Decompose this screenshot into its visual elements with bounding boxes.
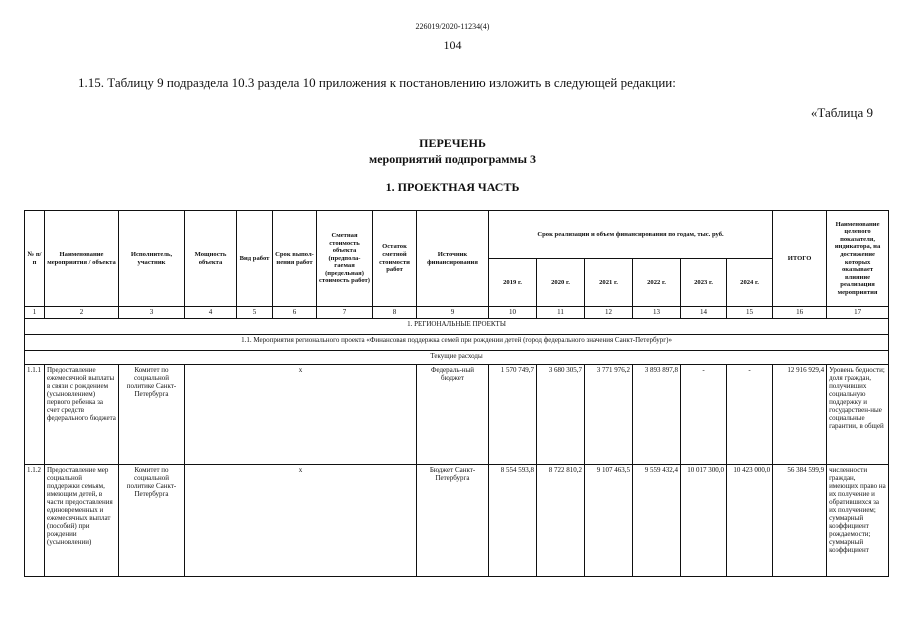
- header-period-group: Срок реализации и объем финансирования по годам, тыс. руб.: [489, 211, 773, 259]
- header-estimated-cost: Сметная стоимость объекта (предпола-гаемая (предельная) стоимость работ): [317, 211, 373, 307]
- column-number: 3: [119, 307, 185, 319]
- row-value: 10 423 000,0: [727, 465, 773, 577]
- column-number: 14: [681, 307, 727, 319]
- header-year: 2020 г.: [537, 259, 585, 307]
- header-term: Срок выпол-нения работ: [273, 211, 317, 307]
- document-id: 226019/2020-11234(4): [415, 22, 490, 31]
- row-value: 3 680 305,7: [537, 365, 585, 465]
- row-total: 12 916 929,4: [773, 365, 827, 465]
- measures-table: [24, 210, 889, 577]
- column-number: 5: [237, 307, 273, 319]
- header-source: Источник финансирования: [417, 211, 489, 307]
- row-value: 1 570 749,7: [489, 365, 537, 465]
- row-number: 1.1.2: [25, 465, 45, 577]
- band-project-measures: 1.1. Мероприятия регионального проекта «Финансовая поддержка семей при рождении детей (город федерального значения Санкт-Петербург)»: [25, 335, 889, 351]
- row-total: 56 384 599,9: [773, 465, 827, 577]
- column-number: 9: [417, 307, 489, 319]
- column-number: 4: [185, 307, 237, 319]
- row-indicator: численности граждан, имеющих право на их получение и обратившихся за их получением; суммарный коэффициент рождаемости; суммарный коэффициент: [827, 465, 889, 577]
- row-executor: Комитет по социальной политике Санкт-Петербурга: [119, 465, 185, 577]
- column-number: 12: [585, 307, 633, 319]
- document-subtitle: мероприятий подпрограммы 3: [369, 152, 536, 166]
- column-number: 13: [633, 307, 681, 319]
- header-capacity: Мощность объекта: [185, 211, 237, 307]
- header-year: 2023 г.: [681, 259, 727, 307]
- column-number: 16: [773, 307, 827, 319]
- page-number: 104: [443, 38, 462, 52]
- row-mark: x: [185, 465, 417, 577]
- header-remaining: Остаток сметной стоимости работ: [373, 211, 417, 307]
- header-total: ИТОГО: [773, 211, 827, 307]
- column-number: 7: [317, 307, 373, 319]
- table-row: [25, 365, 889, 465]
- header-year: 2021 г.: [585, 259, 633, 307]
- band-regional-projects: 1. РЕГИОНАЛЬНЫЕ ПРОЕКТЫ: [25, 319, 889, 335]
- row-value: -: [681, 365, 727, 465]
- row-value: 8 722 810,2: [537, 465, 585, 577]
- row-source: Бюджет Санкт-Петербурга: [417, 465, 489, 577]
- header-executor: Исполнитель, участник: [119, 211, 185, 307]
- row-value: 8 554 593,8: [489, 465, 537, 577]
- column-number: 8: [373, 307, 417, 319]
- row-name: Предоставление мер социальной поддержки семьям, имеющим детей, в части предоставления единовременных и ежемесячных выплат (пособий) при рождении (усыновлении): [45, 465, 119, 577]
- document-title: ПЕРЕЧЕНЬ: [419, 136, 486, 150]
- row-value: 10 017 300,0: [681, 465, 727, 577]
- header-year: 2024 г.: [727, 259, 773, 307]
- row-value: -: [727, 365, 773, 465]
- row-value: 3 771 976,2: [585, 365, 633, 465]
- column-number: 11: [537, 307, 585, 319]
- row-indicator: Уровень бедности; доля граждан, получивших социальную поддержку и государствен-ные социальные гарантии, в общей: [827, 365, 889, 465]
- section-heading: 1. ПРОЕКТНАЯ ЧАСТЬ: [385, 180, 520, 194]
- header-indicator: Наименование целевого показателя, индикатора, на достижение которых оказывает влияние реализация мероприятия: [827, 211, 889, 307]
- row-name: Предоставление ежемесячной выплаты в связи с рождением (усыновлением) первого ребенка за счет средств федерального бюджета: [45, 365, 119, 465]
- row-value: 3 893 897,8: [633, 365, 681, 465]
- header-num: № п/п: [25, 211, 45, 307]
- table-label: «Таблица 9: [810, 105, 873, 120]
- row-value: 9 559 432,4: [633, 465, 681, 577]
- row-value: 9 107 463,5: [585, 465, 633, 577]
- header-year: 2022 г.: [633, 259, 681, 307]
- row-executor: Комитет по социальной политике Санкт-Петербурга: [119, 365, 185, 465]
- header-name: Наименование мероприятия / объекта: [45, 211, 119, 307]
- header-year: 2019 г.: [489, 259, 537, 307]
- column-number: 1: [25, 307, 45, 319]
- row-source: Федераль-ный бюджет: [417, 365, 489, 465]
- column-number: 10: [489, 307, 537, 319]
- row-number: 1.1.1: [25, 365, 45, 465]
- row-mark: x: [185, 365, 417, 465]
- column-number: 2: [45, 307, 119, 319]
- column-number: 6: [273, 307, 317, 319]
- column-number: 15: [727, 307, 773, 319]
- band-current-expenses: Текущие расходы: [25, 351, 889, 365]
- intro-paragraph: 1.15. Таблицу 9 подраздела 10.3 раздела 10 приложения к постановлению изложить в следующей редакции:: [78, 75, 676, 90]
- header-work-type: Вид работ: [237, 211, 273, 307]
- column-number: 17: [827, 307, 889, 319]
- table-row: [25, 465, 889, 577]
